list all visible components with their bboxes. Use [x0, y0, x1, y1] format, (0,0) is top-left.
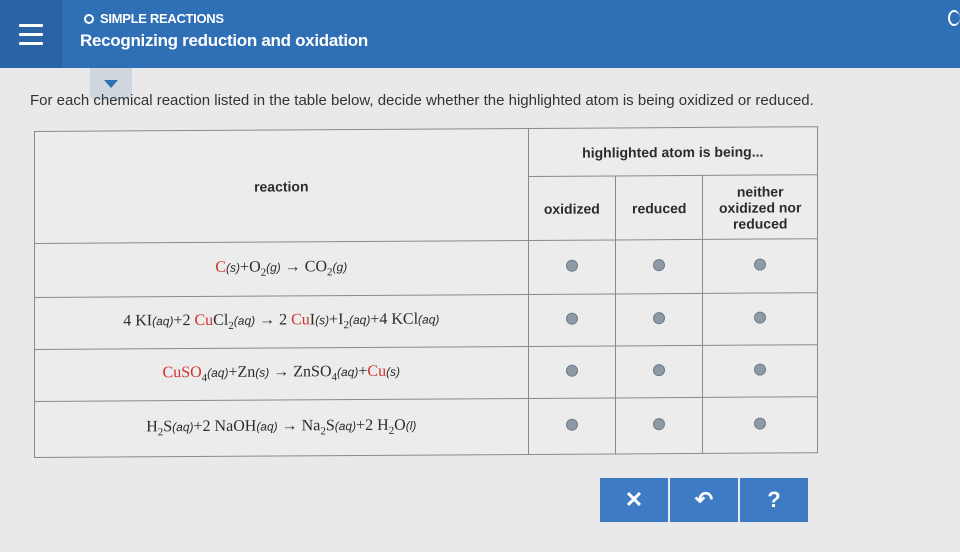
formula-text: 4 KI	[123, 312, 153, 330]
formula-text: O	[394, 417, 406, 435]
state-label: (l)	[405, 419, 417, 434]
state-label: (aq)	[348, 313, 371, 328]
top-bar	[0, 0, 960, 68]
circle-icon	[84, 14, 94, 24]
section-label	[84, 11, 224, 26]
subscript: 2	[327, 266, 333, 279]
state-label: (s)	[315, 313, 330, 328]
subscript: 2	[157, 426, 164, 439]
section-name: SIMPLE REACTIONS	[100, 11, 224, 26]
subscript: 2	[343, 319, 349, 332]
subscript: 4	[201, 372, 208, 385]
state-label: (s)	[386, 365, 401, 380]
radio-neither[interactable]	[703, 345, 818, 398]
hamburger-icon	[19, 24, 43, 45]
state-label: (aq)	[337, 365, 359, 380]
close-icon: ✕	[624, 487, 644, 512]
formula-text: → 2	[255, 311, 292, 330]
subscript: 2	[388, 425, 395, 438]
formula-text: Cu	[194, 312, 214, 330]
formula-text: +	[358, 363, 368, 381]
state-label: (aq)	[418, 312, 440, 328]
radio-button-icon[interactable]	[566, 312, 578, 324]
help-icon: ?	[767, 487, 781, 512]
radio-button-icon[interactable]	[566, 364, 578, 376]
action-buttons	[600, 478, 808, 522]
radio-oxidized[interactable]	[528, 346, 615, 399]
subscript: 2	[228, 320, 234, 333]
page-title: Recognizing reduction and oxidation	[80, 31, 368, 50]
formula-text: H	[146, 418, 158, 436]
triangle-down-icon	[104, 80, 118, 88]
radio-neither[interactable]	[703, 397, 818, 454]
formula-text: → CO	[280, 258, 328, 276]
option-header-neither: neither oxidized nor reduced	[703, 175, 818, 240]
state-label: (aq)	[172, 420, 194, 435]
state-label: (g)	[332, 260, 348, 275]
radio-button-icon[interactable]	[754, 258, 766, 270]
clear-button[interactable]	[600, 478, 668, 522]
radio-neither[interactable]	[703, 293, 818, 346]
radio-reduced[interactable]	[616, 293, 703, 346]
option-header-oxidized: oxidized	[528, 176, 615, 241]
state-label: (s)	[255, 365, 270, 381]
radio-oxidized[interactable]	[528, 398, 615, 455]
radio-reduced[interactable]	[616, 345, 703, 398]
state-label: (aq)	[334, 419, 357, 434]
formula-text: +2	[173, 312, 195, 330]
instructions: For each chemical reaction listed in the table below, decide whether the highlighted atom is being oxidized or reduced.	[30, 92, 814, 109]
reaction-equation	[35, 398, 529, 457]
formula-text: S	[163, 418, 173, 436]
formula-text: Cu	[291, 311, 310, 329]
formula-text: I	[309, 311, 316, 329]
formula-text: +2 H	[356, 417, 389, 435]
help-button[interactable]	[740, 478, 808, 522]
formula-text: Cl	[213, 312, 229, 330]
formula-text: +O	[240, 259, 261, 277]
subscript: 4	[331, 371, 338, 384]
reaction-equation	[35, 346, 529, 401]
formula-text: → Na	[277, 417, 321, 435]
radio-neither[interactable]	[703, 239, 818, 294]
radio-button-icon[interactable]	[566, 259, 578, 271]
reaction-equation	[35, 294, 529, 349]
formula-text: Cu	[367, 363, 387, 381]
formula-text: → ZnSO	[269, 363, 332, 381]
formula-text: S	[325, 417, 335, 435]
radio-oxidized[interactable]	[528, 240, 615, 295]
radio-button-icon[interactable]	[754, 311, 766, 323]
formula-text: CuSO	[162, 364, 202, 382]
undo-button[interactable]	[670, 478, 738, 522]
radio-reduced[interactable]	[616, 239, 703, 294]
state-label: (aq)	[233, 314, 256, 329]
radio-oxidized[interactable]	[528, 294, 615, 347]
state-label: (aq)	[256, 419, 278, 435]
group-header: highlighted atom is being...	[528, 127, 817, 177]
state-label: (s)	[226, 261, 241, 276]
radio-button-icon[interactable]	[653, 312, 665, 324]
subscript: 2	[320, 425, 326, 438]
status-icon	[948, 10, 960, 26]
formula-text: C	[215, 259, 227, 277]
option-header-reduced: reduced	[616, 175, 703, 240]
formula-text: +I	[329, 311, 344, 329]
reaction-table	[34, 126, 818, 458]
radio-reduced[interactable]	[616, 397, 703, 454]
undo-icon: ↶	[694, 487, 714, 512]
radio-button-icon[interactable]	[566, 418, 578, 430]
state-label: (g)	[266, 260, 281, 275]
radio-button-icon[interactable]	[653, 259, 665, 271]
formula-text: +2 NaOH	[193, 418, 257, 436]
reaction-header: reaction	[35, 128, 529, 243]
radio-button-icon[interactable]	[754, 417, 766, 429]
menu-button[interactable]	[0, 0, 62, 68]
formula-text: +4 KCl	[370, 311, 419, 329]
subscript: 2	[260, 267, 267, 280]
reaction-equation	[35, 240, 529, 297]
state-label: (aq)	[152, 314, 174, 329]
radio-button-icon[interactable]	[754, 363, 766, 375]
state-label: (aq)	[207, 366, 229, 381]
formula-text: +Zn	[228, 364, 256, 382]
radio-button-icon[interactable]	[653, 364, 665, 376]
radio-button-icon[interactable]	[653, 418, 665, 430]
